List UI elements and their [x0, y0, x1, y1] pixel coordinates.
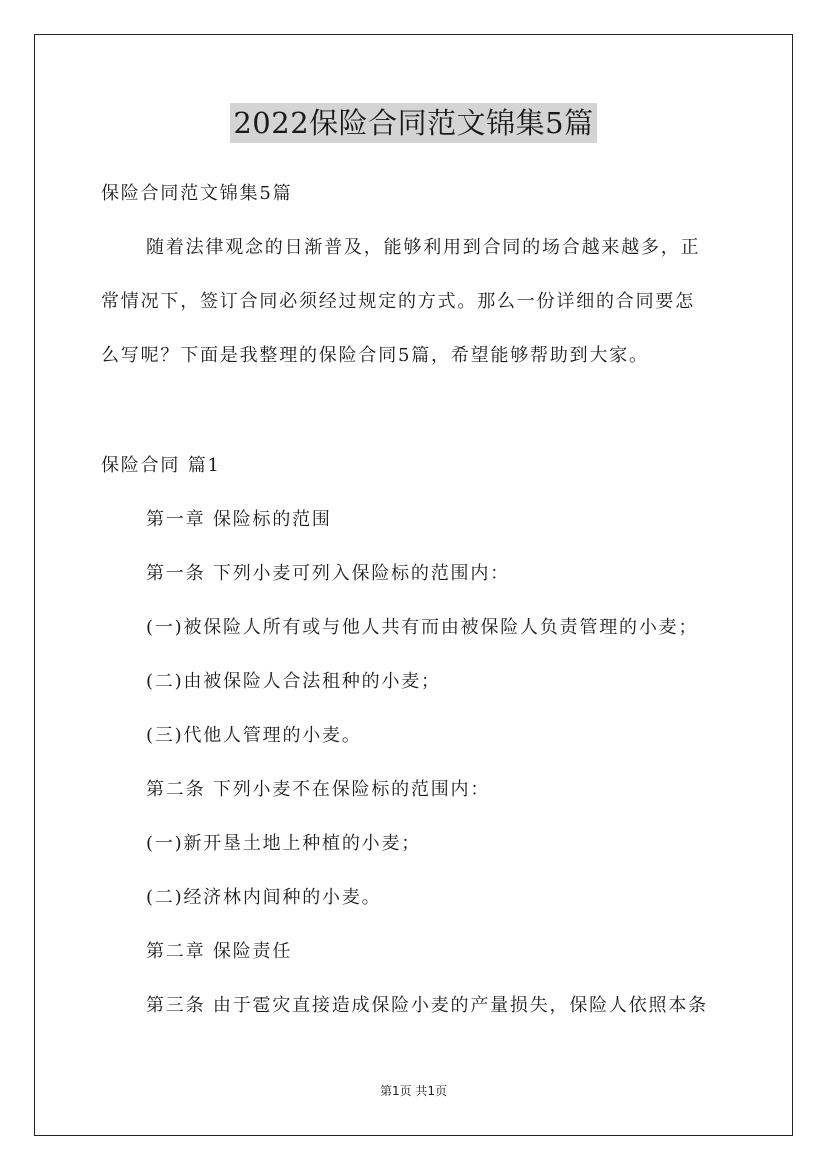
clause-line: (二)由被保险人合法租种的小麦；: [146, 671, 441, 692]
page-footer: 第1页 共1页: [379, 1084, 448, 1098]
article-line: 第三条 由于雹灾直接造成保险小麦的产量损失，保险人依照本条: [146, 995, 708, 1016]
chapter-heading: 第二章 保险责任: [146, 941, 293, 962]
chapter-heading: 第一章 保险标的范围: [146, 509, 332, 530]
intro-line-2: 常情况下，签订合同必须经过规定的方式。那么一份详细的合同要怎: [101, 291, 695, 312]
clause-line: (一)新开垦土地上种植的小麦；: [146, 833, 422, 854]
intro-line-3: 么写呢？下面是我整理的保险合同5篇，希望能够帮助到大家。: [101, 345, 649, 366]
document-title: 2022保险合同范文锦集5篇: [230, 103, 596, 143]
clause-line: (三)代他人管理的小麦。: [146, 725, 362, 746]
clause-line: (一)被保险人所有或与他人共有而由被保险人负责管理的小麦；: [146, 617, 699, 638]
article-line: 第一条 下列小麦可列入保险标的范围内：: [146, 563, 510, 584]
intro-line-1: 随着法律观念的日渐普及，能够利用到合同的场合越来越多，正: [146, 237, 701, 258]
document-subtitle: 保险合同范文锦集5篇: [101, 183, 293, 204]
section-heading: 保险合同 篇1: [101, 455, 221, 476]
article-line: 第二条 下列小麦不在保险标的范围内：: [146, 779, 491, 800]
clause-line: (二)经济林内间种的小麦。: [146, 887, 382, 908]
document-title-container: [0, 103, 827, 143]
